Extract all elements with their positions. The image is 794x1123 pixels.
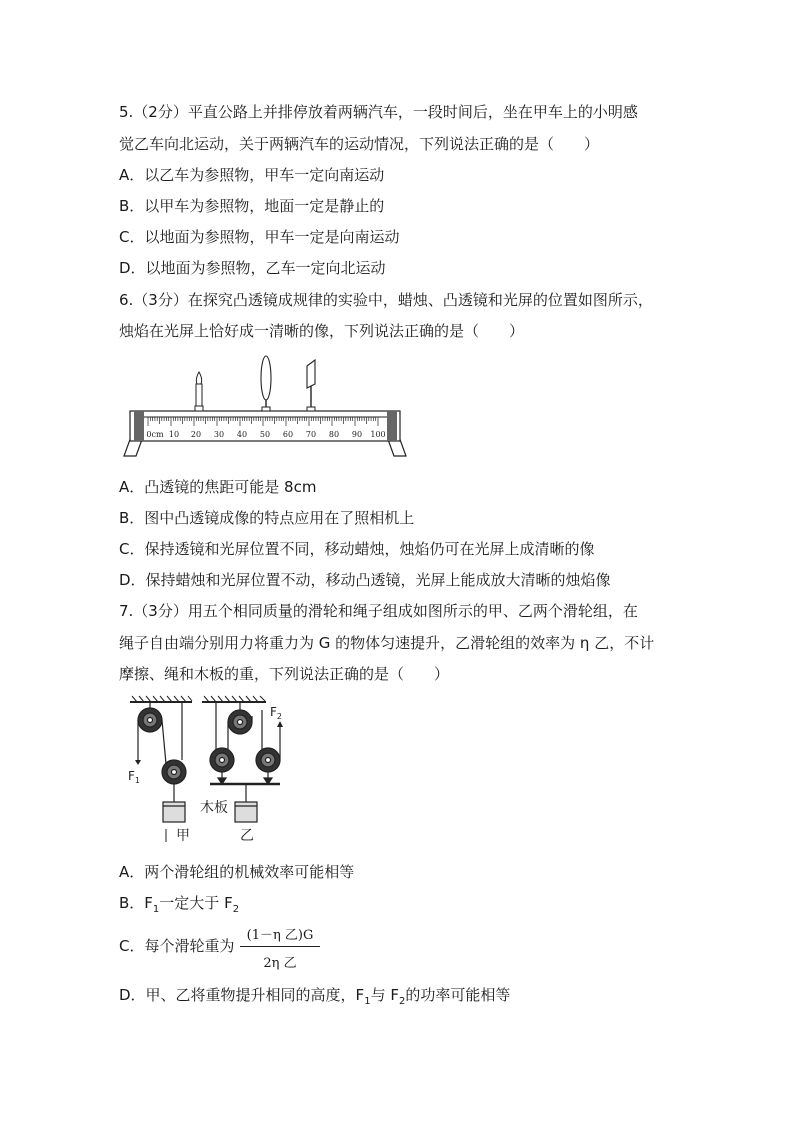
q7-option-d-sub1: 1 (364, 996, 371, 1007)
q5-option-a: A．以乙车为参照物，甲车一定向南运动 (119, 166, 385, 184)
f1-label: $F_1$ (128, 769, 140, 785)
q7-option-d-mid: 与 F (370, 986, 399, 1004)
q7-option-b-mid: 一定大于 F (159, 894, 233, 912)
ruler-label-50: 50 (259, 430, 271, 439)
fraction-denominator: 2η 乙 (263, 956, 297, 971)
q7-option-b (119, 893, 239, 920)
q5-stem-line2: 觉乙车向北运动，关于两辆汽车的运动情况，下列说法正确的是（ ） (119, 135, 600, 153)
q5-stem-line1: 5.（2分）平直公路上并排停放着两辆汽车，一段时间后，坐在甲车上的小明感 (119, 103, 638, 121)
ruler-label-60: 60 (282, 430, 294, 439)
candle-icon (195, 372, 203, 411)
fraction-numerator: (1－η 乙)G (246, 928, 314, 943)
yi-label: 乙 (240, 828, 254, 844)
jia-label: 甲 (176, 828, 190, 844)
q6-option-c: C．保持透镜和光屏位置不同，移动蜡烛，烛焰仍可在光屏上成清晰的像 (119, 540, 595, 558)
q6-option-d: D．保持蜡烛和光屏位置不动，移动凸透镜，光屏上能成放大清晰的烛焰像 (119, 571, 611, 589)
f2-label: $F_2$ (270, 705, 282, 721)
q6-stem-line1: 6.（3分）在探究凸透镜成规律的实验中，蜡烛、凸透镜和光屏的位置如图所示， (119, 291, 653, 309)
q6-option-a: A．凸透镜的焦距可能是 8cm (119, 478, 317, 496)
q7-option-b-pre: B．F (119, 894, 153, 912)
ruler-label-80: 80 (328, 430, 340, 439)
convex-lens-icon (261, 356, 271, 411)
q5-option-b: B．以甲车为参照物，地面一定是静止的 (119, 197, 385, 215)
fraction-bar (240, 946, 320, 947)
q7-option-b-sub2: 2 (232, 904, 240, 915)
ruler-label-30: 30 (213, 430, 225, 439)
ruler-label-70: 70 (305, 430, 317, 439)
ruler-label-0: 0cm (146, 430, 164, 439)
q7-option-b-sub1: 1 (152, 904, 160, 915)
q7-option-a: A．两个滑轮组的机械效率可能相等 (119, 863, 355, 881)
q7-option-d-pre: D．甲、乙将重物提升相同的高度，F (119, 986, 365, 1004)
pulley-system-jia (138, 702, 186, 822)
q7-stem-line1: 7.（3分）用五个相同质量的滑轮和绳子组成如图所示的甲、乙两个滑轮组，在 (119, 602, 638, 620)
ruler-label-10: 10 (168, 430, 180, 439)
q5-option-c: C．以地面为参照物，甲车一定是向南运动 (119, 228, 400, 246)
pulley-systems-figure (128, 694, 298, 846)
ceiling-right (202, 696, 266, 702)
light-screen-icon (307, 360, 315, 411)
q6-option-b: B．图中凸透镜成像的特点应用在了照相机上 (119, 509, 415, 527)
q5-option-d: D．以地面为参照物，乙车一定向北运动 (119, 259, 386, 277)
q7-option-c: C．每个滑轮重为 (119, 937, 235, 955)
ruler-label-40: 40 (236, 430, 248, 439)
ruler-label-20: 20 (190, 430, 202, 439)
ruler-label-100: 100 (370, 430, 386, 439)
q7-stem-line3: 摩擦、绳和木板的重，下列说法正确的是（ ） (119, 665, 450, 683)
ruler-label-90: 90 (351, 430, 363, 439)
q7-option-d (119, 985, 510, 1012)
q7-option-d-post: 的功率可能相等 (405, 986, 511, 1004)
board-label: 木板 (200, 800, 228, 816)
q7-option-d-sub2: 2 (398, 996, 406, 1007)
ceiling-left (130, 696, 192, 702)
q6-stem-line2: 烛焰在光屏上恰好成一清晰的像，下列说法正确的是（ ） (119, 322, 525, 340)
q7-stem-line2: 绳子自由端分别用力将重力为 G 的物体匀速提升，乙滑轮组的效率为 η 乙，不计 (119, 634, 655, 652)
optical-bench-figure (122, 354, 412, 458)
